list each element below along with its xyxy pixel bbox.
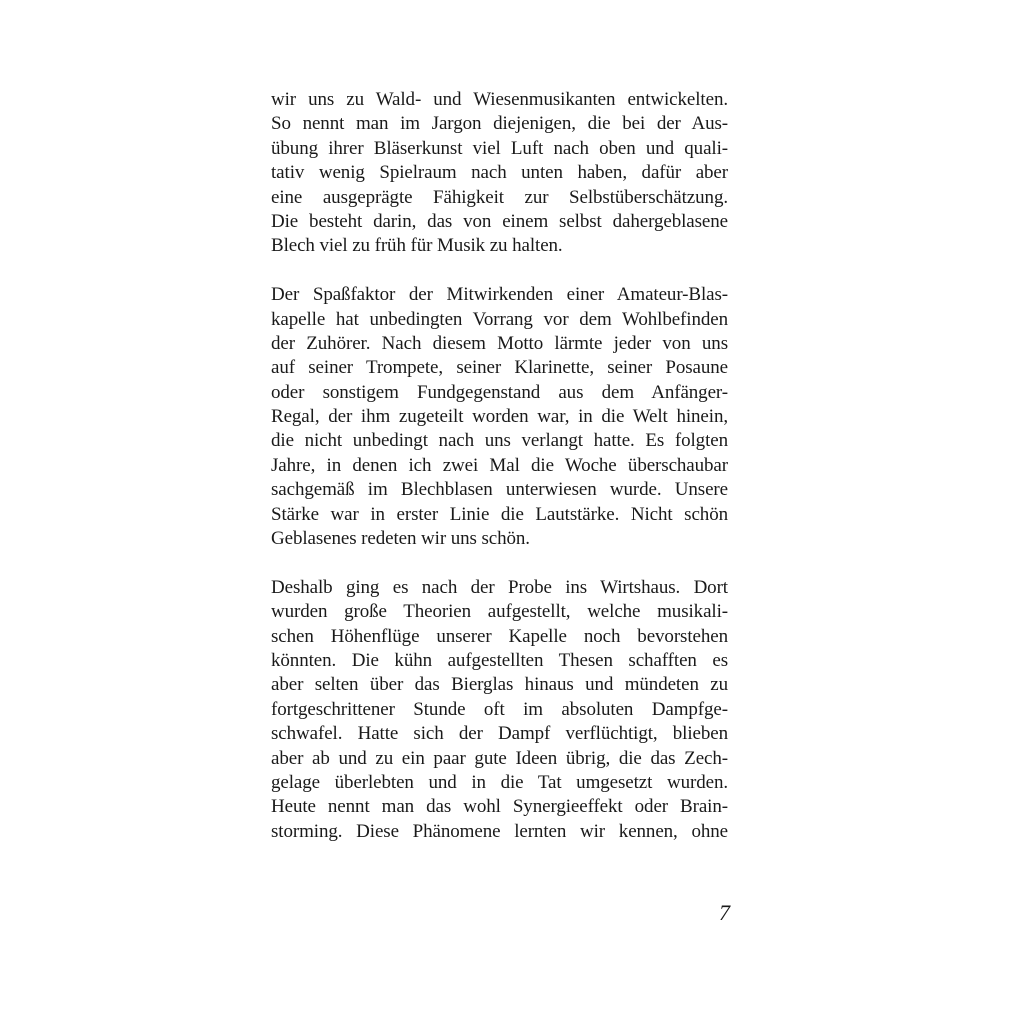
text-line: die nicht unbedingt nach uns verlangt hatte. Es folgten — [271, 430, 728, 452]
text-line: der Zuhörer. Nach diesem Motto lärmte jeder von uns — [271, 332, 728, 354]
text-line: wir uns zu Wald- und Wiesenmusikanten entwickelten. — [271, 89, 728, 110]
text-line: schwafel. Hatte sich der Dampf verflüchtigt, blieben — [271, 723, 728, 745]
text-line: Deshalb ging es nach der Probe ins Wirtshaus. Dort — [271, 576, 728, 598]
text-line: Jahre, in denen ich zwei Mal die Woche überschaubar — [271, 454, 728, 476]
text-line: Der Spaßfaktor der Mitwirkenden einer Amateur-Blas- — [271, 284, 728, 306]
text-line: kapelle hat unbedingten Vorrang vor dem Wohlbefinden — [271, 308, 728, 330]
text-line: storming. Diese Phänomene lernten wir kennen, ohne — [271, 820, 728, 842]
text-line: auf seiner Trompete, seiner Klarinette, seiner Posaune — [271, 357, 728, 379]
text-line: Stärke war in erster Linie die Lautstärke. Nicht schön — [271, 503, 728, 525]
text-line: sachgemäß im Blechblasen unterwiesen wurde. Unsere — [271, 479, 728, 501]
paragraph-1 — [271, 88, 728, 259]
text-line: Geblasenes redeten wir uns schön. — [271, 528, 530, 550]
text-line: könnten. Die kühn aufgestellten Thesen schafften es — [271, 649, 728, 671]
text-line: eine ausgeprägte Fähigkeit zur Selbstüberschätzung. — [271, 186, 728, 208]
text-line: Heute nennt man das wohl Synergieeffekt oder Brain- — [271, 796, 728, 818]
text-line: schen Höhenflüge unserer Kapelle noch bevorstehen — [271, 625, 728, 647]
paragraph-3 — [271, 576, 728, 844]
text-line: Regal, der ihm zugeteilt worden war, in die Welt hinein, — [271, 406, 728, 428]
text-line: gelage überlebten und in die Tat umgesetzt wurden. — [271, 771, 728, 793]
page-number: 7 — [719, 900, 730, 925]
text-line: wurden große Theorien aufgestellt, welche musikali- — [271, 601, 728, 623]
text-line: So nennt man im Jargon diejenigen, die bei der Aus- — [271, 113, 728, 135]
body-text — [271, 88, 728, 869]
text-line: Blech viel zu früh für Musik zu halten. — [271, 235, 563, 257]
text-line: oder sonstigem Fundgegenstand aus dem Anfänger- — [271, 381, 728, 403]
text-line: fortgeschrittener Stunde oft im absoluten Dampfge- — [271, 698, 728, 720]
paragraph-2 — [271, 283, 728, 551]
text-line: tativ wenig Spielraum nach unten haben, dafür aber — [271, 162, 728, 184]
text-line: übung ihrer Bläserkunst viel Luft nach oben und quali- — [271, 137, 728, 159]
text-line: aber ab und zu ein paar gute Ideen übrig, die das Zech- — [271, 747, 728, 769]
text-line: Die besteht darin, das von einem selbst dahergeblasene — [271, 210, 728, 232]
text-line: aber selten über das Bierglas hinaus und mündeten zu — [271, 674, 728, 696]
